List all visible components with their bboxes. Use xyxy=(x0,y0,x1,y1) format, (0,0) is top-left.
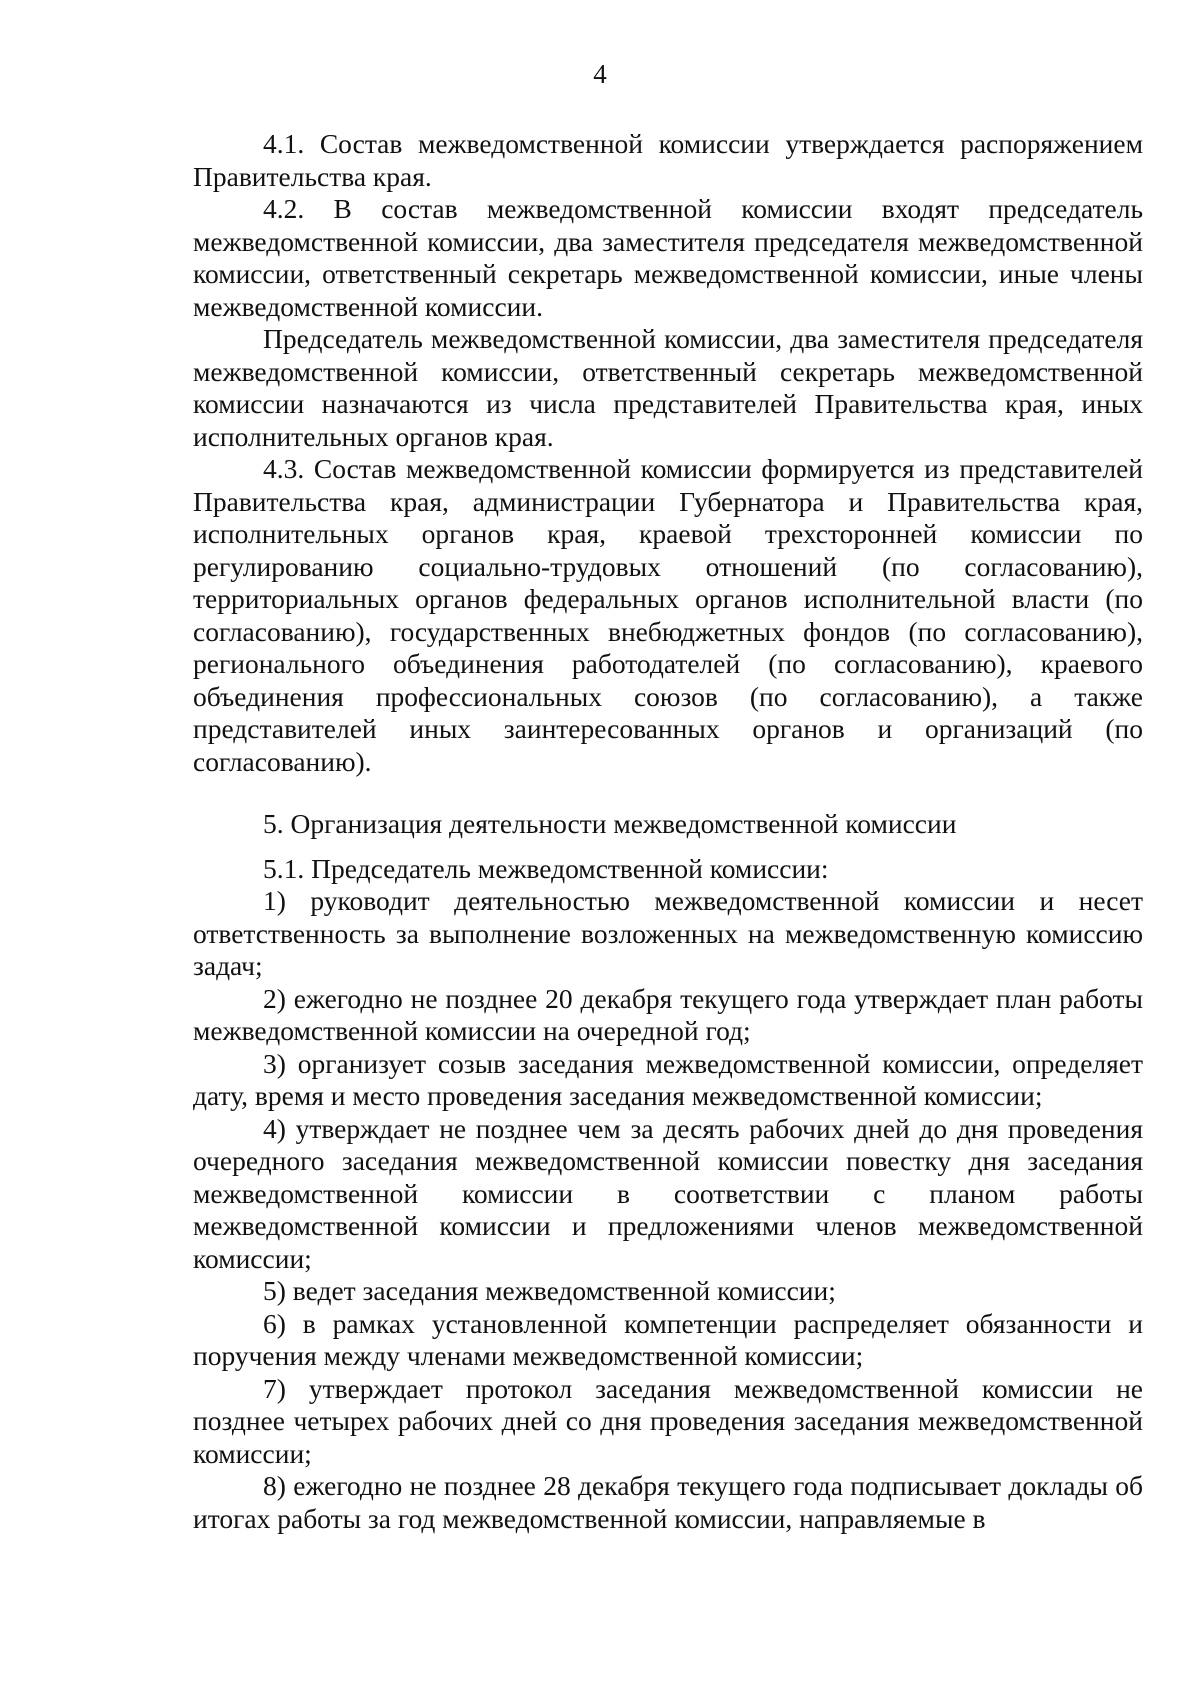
paragraph-5-1: 5.1. Председатель межведомственной комиссии: xyxy=(263,852,829,884)
list-item-1: 1) руководит деятельностью межведомственной комиссии и несет ответственность за выполнение возложенных на межведомственную комиссию задач; xyxy=(193,885,1143,981)
paragraph-4-1: 4.1. Состав межведомственной комиссии утверждается распоряжением Правительства края. xyxy=(193,128,1143,192)
list-item-5: 5) ведет заседания межведомственной комиссии; xyxy=(263,1275,836,1306)
list-item-2: 2) ежегодно не позднее 20 декабря текущего года утверждает план работы межведомственной комиссии на очередной год; xyxy=(193,982,1143,1046)
paragraph-chairman-appointment: Председатель межведомственной комиссии, два заместителя председателя межведомственной комиссии, ответственный секретарь межведомственной комиссии назначаются из числа представителей Правительства края, иных исполнительных органов края. xyxy=(193,323,1143,452)
paragraph-4-2: 4.2. В состав межведомственной комиссии входят председатель межведомственной комиссии, два заместителя председателя межведомственной комиссии, ответственный секретарь межведомственной комиссии, иные члены межведомственной комиссии. xyxy=(193,193,1143,322)
list-item-7: 7) утверждает протокол заседания межведомственной комиссии не позднее четырех рабочих дней со дня проведения заседания межведомственной комиссии; xyxy=(193,1372,1143,1469)
list-item-8: 8) ежегодно не позднее 28 декабря текущего года подписывает доклады об итогах работы за год межведомственной комиссии, направляемые в xyxy=(193,1470,1143,1534)
page-number: 4 xyxy=(593,59,607,89)
list-item-4: 4) утверждает не позднее чем за десять рабочих дней до дня проведения очередного заседания межведомственной комиссии повестку дня заседания межведомственной комиссии в соответствии с планом работы межведомственной комиссии и предложениями членов межведомственной комиссии; xyxy=(193,1112,1143,1274)
list-item-3: 3) организует созыв заседания межведомственной комиссии, определяет дату, время и место проведения заседания межведомственной комиссии; xyxy=(193,1047,1143,1111)
paragraph-4-3: 4.3. Состав межведомственной комиссии формируется из представителей Правительства края, администрации Губернатора и Правительства края, исполнительных органов края, краевой трехсторонней комиссии по регулированию социально-трудовых отношений (по согласованию), территориальных органов федеральных органов исполнительной власти (по согласованию), государственных внебюджетных фондов (по согласованию), регионального объединения работодателей (по согласованию), краевого объединения профессиональных союзов (по согласованию), а также представителей иных заинтересованных органов и организаций (по согласованию). xyxy=(193,453,1143,777)
section-heading: 5. Организация деятельности межведомственной комиссии xyxy=(263,808,957,839)
document-body xyxy=(193,128,1143,1535)
list-item-6: 6) в рамках установленной компетенции распределяет обязанности и поручения между членами межведомственной комиссии; xyxy=(193,1307,1143,1371)
